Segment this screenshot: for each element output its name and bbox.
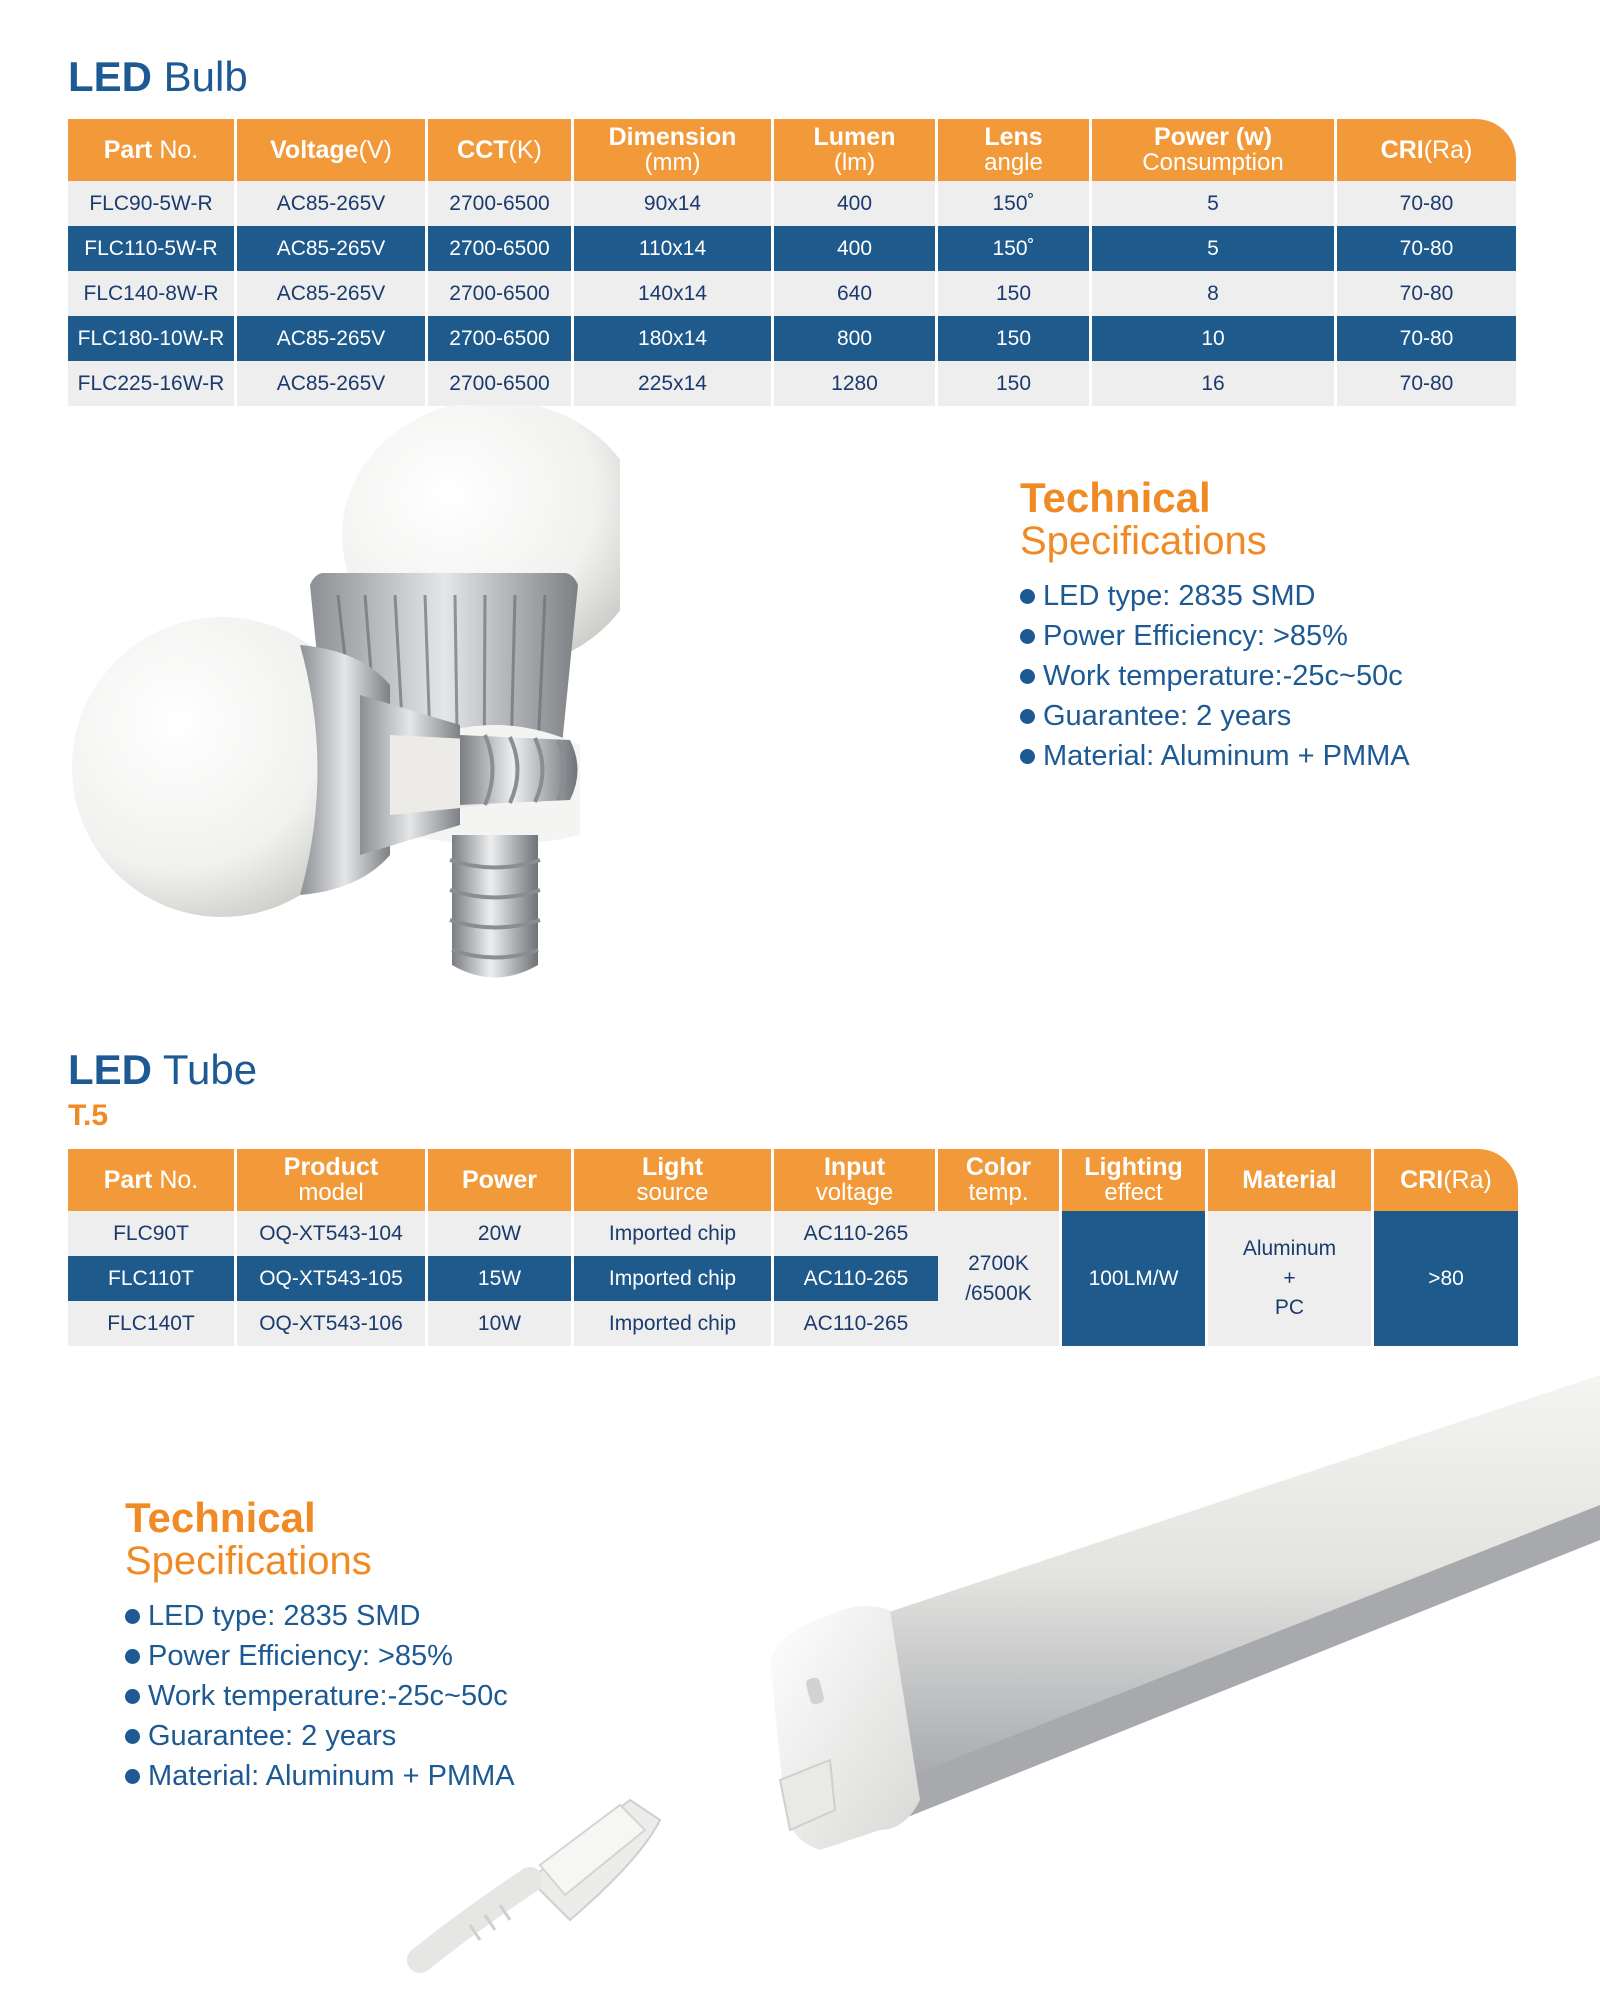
bulb-header-lens-angle: Lens angle [938, 119, 1092, 181]
tube-section-subtitle: T.5 [68, 1099, 109, 1132]
bulb-cell-lumen: 400 [774, 226, 938, 271]
tube-cell-power: 10W [428, 1301, 574, 1346]
bulb-cell-cct: 2700-6500 [428, 316, 574, 361]
bulb-cell-voltage: AC85-265V [237, 271, 428, 316]
bulb-cell-lumen: 1280 [774, 361, 938, 406]
bullet-icon [1020, 629, 1035, 644]
bulb-cell-voltage: AC85-265V [237, 226, 428, 271]
bulb-cell-lens-angle: 150 [938, 316, 1092, 361]
bulb-header-voltage: Voltage(V) [237, 119, 428, 181]
list-item: Guarantee: 2 years [1020, 696, 1410, 736]
bulb-cell-dimension: 225x14 [574, 361, 774, 406]
tube-cell-material: Aluminum + PC [1208, 1211, 1374, 1346]
tube-header-light-source: Light source [574, 1149, 774, 1211]
tech-specs-list [1020, 576, 1410, 776]
tube-header-lighting-effect: Lighting effect [1062, 1149, 1208, 1211]
bulb-cell-power: 10 [1092, 316, 1337, 361]
bullet-icon [125, 1689, 140, 1704]
tech-specs-heading: Technical [1020, 474, 1211, 521]
tube-cell-power: 20W [428, 1211, 574, 1256]
bulb-cell-dimension: 90x14 [574, 181, 774, 226]
bulb-section-title: LED Bulb [68, 53, 248, 100]
bulb-cell-lumen: 400 [774, 181, 938, 226]
tube-cell-part-no: FLC90T [68, 1211, 237, 1256]
bulb-cell-part-no: FLC140-8W-R [68, 271, 237, 316]
tube-cell-power: 15W [428, 1256, 574, 1301]
tube-header-color-temp: Color temp. [938, 1149, 1062, 1211]
tube-section-title: LED Tube [68, 1046, 258, 1093]
tube-header-power: Power [428, 1149, 574, 1211]
tube-cell-light-source: Imported chip [574, 1301, 774, 1346]
bulb-cell-cri: 70-80 [1399, 371, 1454, 395]
bulb-cell-power: 16 [1092, 361, 1337, 406]
tube-cell-cri: >80 [1374, 1211, 1518, 1346]
table-row [68, 361, 1516, 406]
tube-cell-color-temp: 2700K /6500K [938, 1211, 1062, 1346]
list-item: Power Efficiency: >85% [125, 1636, 515, 1676]
bulb-header-dimension: Dimension (mm) [574, 119, 774, 181]
tube-cell-part-no: FLC110T [68, 1256, 237, 1301]
bulb-cell-voltage: AC85-265V [237, 181, 428, 226]
tube-cell-input-voltage: AC110-265 [803, 1311, 909, 1335]
tube-cell-light-source: Imported chip [574, 1211, 774, 1256]
table-row [68, 316, 1516, 361]
bulb-table-header [68, 119, 1516, 181]
list-item: LED type: 2835 SMD [1020, 576, 1410, 616]
bulb-cell-dimension: 140x14 [574, 271, 774, 316]
table-row [68, 1256, 938, 1301]
bulb-cell-dimension: 110x14 [574, 226, 774, 271]
list-item: LED type: 2835 SMD [125, 1596, 515, 1636]
tube-cell-product-model: OQ-XT543-105 [237, 1256, 428, 1301]
table-row [68, 226, 1516, 271]
tech-specs-heading: Technical [125, 1494, 316, 1541]
bulb-cell-lens-angle: 150˚ [938, 181, 1092, 226]
bullet-icon [1020, 669, 1035, 684]
list-item: Material: Aluminum + PMMA [1020, 736, 1410, 776]
tube-spec-table [68, 1149, 1518, 1346]
bulb-cell-cri: 70-80 [1399, 326, 1454, 350]
tech-specs-subheading: Specifications [1020, 519, 1267, 564]
bullet-icon [1020, 589, 1035, 604]
bulb-header-cct: CCT(K) [428, 119, 574, 181]
tube-table-header [68, 1149, 1518, 1211]
bullet-icon [125, 1769, 140, 1784]
tube-header-material: Material [1208, 1149, 1374, 1211]
bulb-cell-part-no: FLC110-5W-R [68, 226, 237, 271]
bulb-cell-cct: 2700-6500 [428, 181, 574, 226]
bulb-cell-lens-angle: 150˚ [938, 226, 1092, 271]
bulb-cell-power: 5 [1092, 226, 1337, 271]
table-row [68, 181, 1516, 226]
bulb-tech-specs [1020, 476, 1410, 776]
tube-cell-product-model: OQ-XT543-106 [237, 1301, 428, 1346]
tube-header-input-voltage: Input voltage [774, 1149, 938, 1211]
bulb-cell-lumen: 640 [774, 271, 938, 316]
bulb-cell-cct: 2700-6500 [428, 271, 574, 316]
bulb-cell-cct: 2700-6500 [428, 361, 574, 406]
tube-cell-input-voltage: AC110-265 [803, 1266, 909, 1290]
tube-header-part-no: Part No. [68, 1149, 237, 1211]
table-row [68, 271, 1516, 316]
bulb-cell-lumen: 800 [774, 316, 938, 361]
bulb-header-power: Power (w) Consumption [1092, 119, 1337, 181]
bulb-cell-part-no: FLC225-16W-R [68, 361, 237, 406]
bullet-icon [125, 1649, 140, 1664]
list-item: Power Efficiency: >85% [1020, 616, 1410, 656]
bulb-cell-dimension: 180x14 [574, 316, 774, 361]
bulb-header-cri: CRI(Ra) [1380, 135, 1473, 164]
bullet-icon [1020, 709, 1035, 724]
bulb-cell-lens-angle: 150 [938, 361, 1092, 406]
list-item: Material: Aluminum + PMMA [125, 1756, 515, 1796]
bulb-cell-power: 8 [1092, 271, 1337, 316]
table-row [68, 1301, 938, 1346]
bullet-icon [125, 1729, 140, 1744]
bulb-cell-voltage: AC85-265V [237, 316, 428, 361]
bulb-cell-part-no: FLC90-5W-R [68, 181, 237, 226]
bulb-header-part-no: Part No. [68, 119, 237, 181]
tube-table-body [68, 1211, 1518, 1346]
bullet-icon [1020, 749, 1035, 764]
bulb-cell-power: 5 [1092, 181, 1337, 226]
bulb-spec-table [68, 119, 1516, 406]
tube-cell-part-no: FLC140T [68, 1301, 237, 1346]
bullet-icon [125, 1609, 140, 1624]
list-item: Work temperature:-25c~50c [125, 1676, 515, 1716]
tube-cell-lighting-effect: 100LM/W [1062, 1211, 1208, 1346]
bulb-cell-cri: 70-80 [1399, 191, 1454, 215]
led-tube-photo [360, 1360, 1600, 1991]
list-item: Guarantee: 2 years [125, 1716, 515, 1756]
tube-header-cri: CRI(Ra) [1400, 1165, 1492, 1194]
led-bulb-photo [60, 405, 620, 1005]
bulb-cell-cri: 70-80 [1399, 281, 1454, 305]
bulb-cell-cct: 2700-6500 [428, 226, 574, 271]
tube-cell-product-model: OQ-XT543-104 [237, 1211, 428, 1256]
tube-cell-input-voltage: AC110-265 [803, 1221, 909, 1245]
tech-specs-subheading: Specifications [125, 1539, 372, 1584]
bulb-header-lumen: Lumen (lm) [774, 119, 938, 181]
table-row [68, 1211, 938, 1256]
bulb-cell-part-no: FLC180-10W-R [68, 316, 237, 361]
bulb-cell-voltage: AC85-265V [237, 361, 428, 406]
tube-cell-light-source: Imported chip [574, 1256, 774, 1301]
bulb-cell-lens-angle: 150 [938, 271, 1092, 316]
list-item: Work temperature:-25c~50c [1020, 656, 1410, 696]
tube-header-product-model: Product model [237, 1149, 428, 1211]
bulb-cell-cri: 70-80 [1399, 236, 1454, 260]
